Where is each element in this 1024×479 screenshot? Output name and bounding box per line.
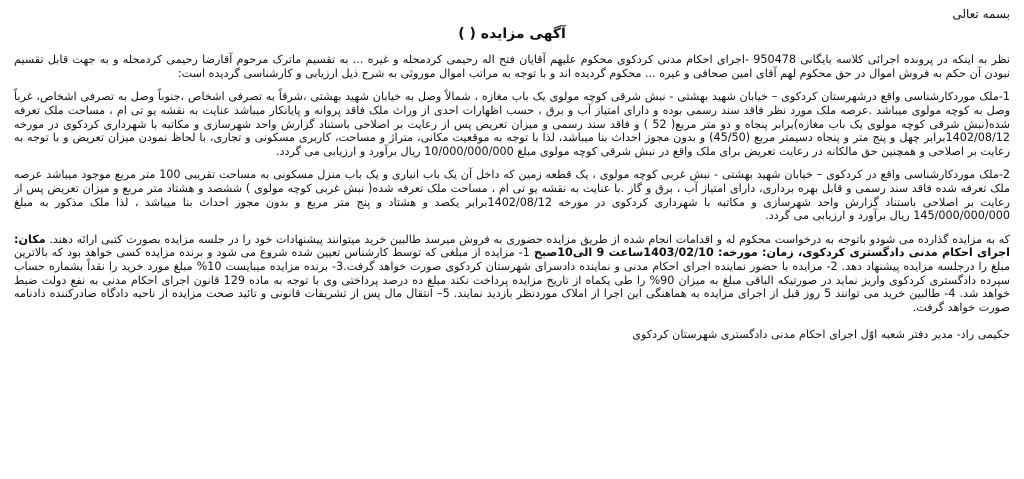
auction-place-time: مکان: اجرای احکام مدنی دادگستری کردکوی، زمان: مورخه: 1403/02/10ساعت 9 الی10صبح	[14, 232, 1011, 260]
intro-paragraph: نظر به اینکه در پرونده اجرائی کلاسه بایگانی 950478 -اجرای احکام مدنی کردکوی محکوم علیهم آقایان فتح اله رحیمی کردمحله و غیره ... به تقسیم ماترک مرحوم آقارضا رحیمی کردمحله و به جهت قابل تقسیم نبودن آن حکم به فروش اموال در حق محکوم لهم آقای امین صحافی و غیره ... محکوم گردیده اند و با توجه به مراتب اموال موروثی به شرح ذیل ارزیابی و کارشناسی گردیده است:	[14, 53, 1010, 80]
auction-intro-text: که به مزایده گذارده می شودو باتوجه به درخواست محکوم له و اقدامات انجام شده از طریق مزایده حضوری به فروش میرسد طالبین خرید میتوانند پیشنهادات خود را در جلسه مزایده بصورت کتبی ارائه دهند.	[49, 232, 1010, 246]
item-1-paragraph: 1-ملک موردکارشناسی واقع درشهرستان کردکوی – خیابان شهید بهشتی - نبش شرقی کوچه مولوی یک باب مغازه ، شمالاً وصل به خیابان شهید بهشتی ،شرقاً به تصرفی اشخاص ،جنوباً وصل به تصرفی اشخاص، غرباً وصل به کوچه مولوی میباشد .عرصه ملک مورد نظر فاقد سند رسمی بوده و دارای امتیاز آب و برق ، حسب اظهارات احدی از وراث ملک فاقد پروانه و پایانکار میباشد عنایت به نقشه یو تی ام ، مساحت ملک تعرفه شده(نبش شرقی کوچه مولوی یک باب مغازه)برابر پنجاه و دو متر مربع( 52 ) و فاقد سند رسمی و میزان تعریض پس از رعایت بر اصلاحی باستناد گزارش واحد شهرسازی و مکاتبه با شهرداری کردکوی در مورخه 1402/08/12برابر چهل و پنج متر و پنجاه دسیمتر مربع (45/50) و بدون مجوز احداث بنا میباشد، لذا با توجه به موقعیت مکانی، متراژ و مساحت، کاربری مسکونی و تجاری، با لحاظ نمودن میزان تعریض و با توجه به رعایت بر اصلاحی و همچنین حق مالکانه در رعایت تعریض برای ملک واقع در نبش شرقی کوچه مولوی مبلغ 10/000/000/000 ریال برآورد و ارزیابی می گردد.	[14, 90, 1010, 158]
header-basmala: بسمه تعالی	[952, 7, 1010, 21]
item-2-paragraph: 2-ملک موردکارشناسی واقع در کردکوی – خیابان شهید بهشتی - نبش غربی کوچه مولوی ، یک قطعه زمین که داخل آن یک باب انباری و یک باب منزل مسکونی به مساحت تقریبی 100 متر مربع موجود میباشد عرصه ملک تعرفه شده فاقد سند رسمی و قابل بهره برداری، دارای امتیاز آب ، برق و گاز .با عنایت به نقشه یو تی ام ، مساحت ملک تعرفه شده( نبش غربی کوچه مولوی ) ششصد و هشتاد متر مربع و میزان تعریض پس از رعایت بر اصلاحی باستناد گزارش واحد شهرسازی و مکاتبه با شهرداری کردکوی در مورخه 1402/08/12برابر یکصد و هشتاد و پنج متر مربع و بدون مجوز احداث بنا میباشد ، لذا ملک مذکور به مبلغ 145/000/000/000 ریال برآورد و ارزیابی می گردد.	[14, 168, 1011, 223]
notice-title: آگهی مزایده ( )	[458, 25, 566, 42]
signature-line: حکیمی راد- مدیر دفتر شعبه اوّل اجرای احکام مدنی دادگستری شهرستان کردکوی	[632, 328, 1010, 342]
auction-conditions-text: 1- مزایده از مبلغی که توسط کارشناس تعیین شده شروع می شود و برنده مزایده کسی خواهد بود که بالاترین مبلغ را درجلسه مزایده پیشنهاد دهد. 2- مزایده با حضور نماینده اجرای احکام مدنی و نماینده دادسرای شهرستان کردکوی صورت خواهد گرفت.3- برنده مزایده میبایست 10% مبلغ مورد خرید را نقداً بشماره حساب سپرده دادگستری کردکوی واریز نماید در صورتیکه الباقی مبلغ به میزان 90% را طی یکماه از تاریخ مزایده پرداخت نکند مبلغ ده درصد پرداختی وی با توجه به ماده 129 قانون اجرای احکام مدنی به نفع دولت ضبط خواهد شد. 4- طالبین خرید می توانند 5 روز قبل از اجرای مزایده به هماهنگی این اجرا از املاک موردنظر بازدید نمایند. 5– انتقال مال پس از تشریفات قانونی و تائید صحت مزایده از ناحیه دادگاه صادرکننده دادنامه صورت خواهد گرفت.	[14, 246, 1011, 314]
auction-terms-paragraph	[14, 233, 1010, 315]
